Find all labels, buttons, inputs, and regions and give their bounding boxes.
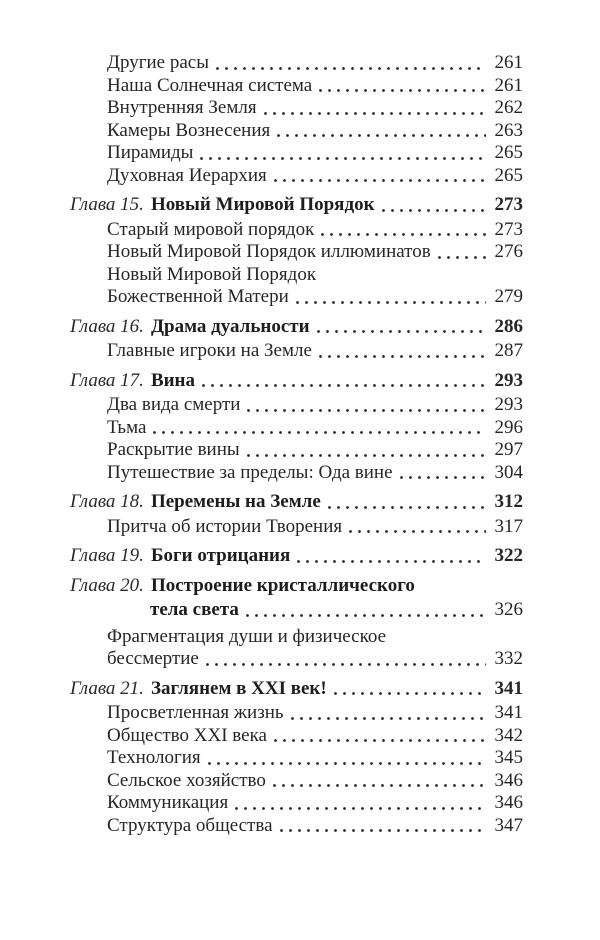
toc-row	[107, 439, 523, 462]
entry-title: Коммуникация	[107, 792, 229, 813]
toc-row	[107, 75, 523, 98]
entry-title: Внутренняя Земля	[107, 97, 257, 118]
entry-title: тела света	[150, 599, 239, 620]
toc-row	[107, 815, 523, 838]
page-number: 261	[494, 52, 523, 73]
entry-title: Старый мировой порядок	[107, 218, 315, 240]
entry-title: Пирамиды	[107, 142, 194, 163]
toc-row-chapter-20	[70, 575, 523, 598]
entry-title: Боги отрицания	[150, 545, 291, 566]
entry-title: Перемены на Земле	[150, 491, 321, 512]
page-number: 263	[494, 119, 523, 141]
toc-row-chapter-17	[70, 370, 523, 393]
page-number: 345	[494, 747, 523, 768]
toc-row	[107, 702, 523, 725]
toc-row-chapter-15	[70, 194, 523, 217]
page-number: 341	[494, 702, 523, 723]
entry-title: Построение кристаллического	[150, 574, 415, 596]
toc-row	[107, 725, 523, 748]
toc-row	[107, 241, 523, 264]
toc-row-chapter-16	[70, 316, 523, 339]
dot-leader	[277, 120, 486, 143]
entry-title: бессмертие	[107, 648, 199, 669]
dot-leader	[317, 316, 486, 339]
toc-row	[107, 770, 523, 793]
chapter-label: Глава 20.	[70, 574, 144, 596]
chapter-label: Глава 15.	[70, 194, 144, 215]
page-number: 304	[494, 461, 523, 483]
dot-leader	[400, 462, 486, 485]
toc-row-chapter-21	[70, 678, 523, 701]
page-number: 265	[494, 164, 523, 186]
page-number: 293	[494, 369, 523, 391]
toc-row	[107, 142, 523, 165]
dot-leader	[280, 815, 486, 838]
dot-leader	[202, 370, 486, 393]
dot-leader	[206, 648, 486, 671]
entry-title: Тьма	[107, 416, 147, 438]
dot-leader	[200, 142, 486, 165]
dot-leader	[247, 394, 486, 417]
dot-leader	[273, 770, 486, 793]
toc-row	[107, 747, 523, 770]
dot-leader	[297, 545, 486, 568]
entry-title: Структура общества	[107, 814, 273, 836]
page-number: 322	[494, 545, 523, 566]
entry-title: Другие расы	[107, 52, 209, 73]
page-number: 262	[494, 97, 523, 118]
toc-row-chapter-20-continued	[150, 599, 523, 622]
entry-title: Новый Мировой Порядок	[150, 194, 375, 215]
toc-row	[107, 286, 523, 309]
entry-title: Заглянем в XXI век!	[150, 677, 327, 699]
page-number: 279	[494, 286, 523, 307]
entry-title: Притча об истории Творения	[107, 515, 343, 537]
toc-row	[107, 97, 523, 120]
dot-leader	[349, 516, 486, 539]
entry-title: Драма дуальности	[150, 315, 310, 337]
dot-leader	[153, 417, 486, 440]
page-number: 273	[494, 194, 523, 215]
entry-title: Новый Мировой Порядок	[107, 263, 317, 285]
entry-title: Общество XXI века	[107, 724, 267, 746]
page-number: 342	[494, 724, 523, 746]
entry-title: Раскрытие вины	[107, 439, 240, 460]
page-number: 312	[494, 491, 523, 512]
toc-row-chapter-19	[70, 545, 523, 568]
page-number: 293	[494, 394, 523, 415]
toc-row	[107, 516, 523, 539]
dot-leader	[438, 241, 486, 264]
page-number: 287	[494, 340, 523, 361]
entry-title: Божественной Матери	[107, 286, 289, 307]
dot-leader	[296, 286, 486, 309]
page-number: 332	[494, 648, 523, 669]
page-number: 341	[494, 677, 523, 699]
page-number: 276	[494, 241, 523, 262]
toc-row	[107, 52, 523, 75]
page-number: 347	[494, 814, 523, 836]
toc-row-wrap	[107, 264, 523, 287]
page-number: 265	[494, 142, 523, 163]
entry-title: Два вида смерти	[107, 394, 241, 415]
page-number: 261	[494, 74, 523, 96]
page-number: 273	[494, 218, 523, 240]
dot-leader	[208, 747, 486, 770]
dot-leader	[382, 194, 486, 217]
toc-row-chapter-18	[70, 491, 523, 514]
toc-row	[107, 648, 523, 671]
toc-row	[107, 340, 523, 363]
toc-row	[107, 219, 523, 242]
page-number: 326	[494, 599, 523, 620]
chapter-label: Глава 21.	[70, 677, 144, 699]
page-number: 286	[494, 315, 523, 337]
dot-leader	[319, 75, 486, 98]
toc-row	[107, 120, 523, 143]
page-number: 346	[494, 769, 523, 791]
dot-leader	[274, 725, 486, 748]
chapter-label: Глава 17.	[70, 369, 144, 391]
toc-row	[107, 417, 523, 440]
dot-leader	[319, 340, 486, 363]
chapter-label: Глава 18.	[70, 491, 144, 512]
entry-title: Фрагментация души и физическое	[107, 625, 387, 647]
chapter-label: Глава 16.	[70, 315, 144, 337]
entry-title: Духовная Иерархия	[107, 164, 267, 186]
dot-leader	[246, 599, 486, 622]
toc-row	[107, 462, 523, 485]
page-number: 317	[494, 515, 523, 537]
toc-row	[107, 394, 523, 417]
dot-leader	[235, 792, 486, 815]
dot-leader	[247, 439, 486, 462]
page-number: 296	[494, 416, 523, 438]
entry-title: Главные игроки на Земле	[107, 340, 312, 361]
toc-row	[107, 165, 523, 188]
toc-row-wrap	[107, 626, 523, 649]
chapter-label: Глава 19.	[70, 545, 144, 566]
dot-leader	[321, 219, 486, 242]
entry-title: Технология	[107, 747, 201, 768]
dot-leader	[334, 678, 486, 701]
dot-leader	[264, 97, 486, 120]
page-number: 297	[494, 439, 523, 460]
entry-title: Сельское хозяйство	[107, 769, 266, 791]
dot-leader	[216, 52, 486, 75]
page-number: 346	[494, 792, 523, 813]
dot-leader	[291, 702, 486, 725]
entry-title: Путешествие за пределы: Ода вине	[107, 461, 393, 483]
entry-title: Просветленная жизнь	[107, 702, 284, 723]
entry-title: Камеры Вознесения	[107, 119, 271, 141]
entry-title: Новый Мировой Порядок иллюминатов	[107, 241, 431, 262]
entry-title: Наша Солнечная система	[107, 74, 313, 96]
dot-leader	[274, 165, 486, 188]
dot-leader	[328, 491, 486, 514]
entry-title: Вина	[150, 369, 196, 391]
toc-row	[107, 792, 523, 815]
